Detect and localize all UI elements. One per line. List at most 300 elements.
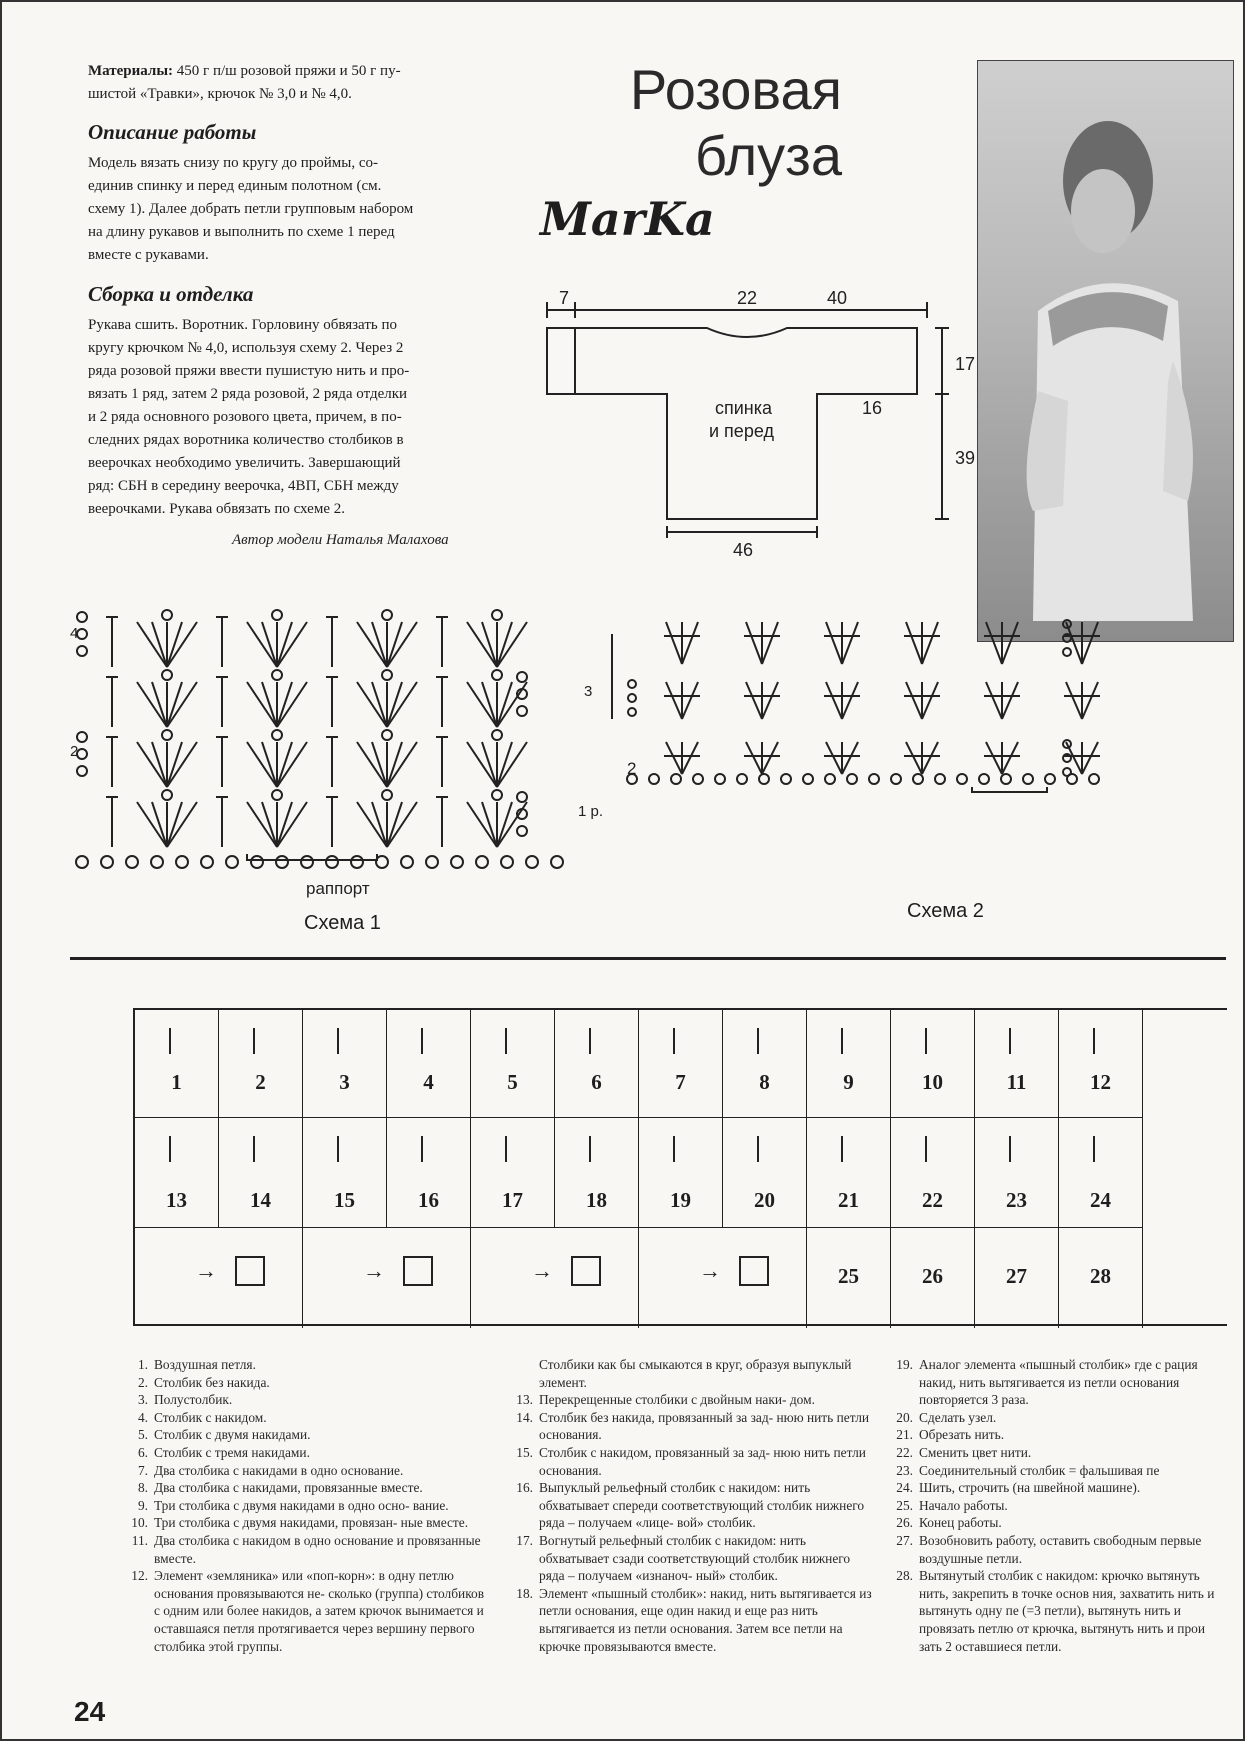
chain-stitch	[162, 730, 172, 740]
stitch-symbol-icon	[1009, 1136, 1027, 1162]
v-stitch	[1066, 682, 1082, 719]
symbol-number: 1	[171, 1070, 182, 1094]
chain-stitch	[382, 610, 392, 620]
legend-item-text: Соединительный столбик = фальшивая пе	[919, 1462, 1160, 1478]
chain-stitch	[492, 730, 502, 740]
symbol-number: 4	[423, 1070, 434, 1094]
fan-stitch	[277, 802, 307, 847]
legend-item	[887, 1567, 1222, 1655]
v-stitch	[842, 742, 858, 774]
fan-stitch	[372, 802, 387, 847]
legend-item	[887, 1514, 1222, 1532]
v-stitch	[842, 682, 858, 719]
chain-stitch	[693, 774, 703, 784]
stitch-symbol-icon	[757, 1136, 775, 1162]
v-stitch	[1082, 682, 1098, 719]
symbol-number: 21	[838, 1188, 859, 1212]
stitch-symbol-icon	[1093, 1028, 1111, 1054]
fan-stitch	[137, 742, 167, 787]
v-stitch	[682, 682, 698, 719]
materials-label: Материалы:	[88, 63, 174, 79]
scheme1-row-label: 2	[70, 743, 79, 760]
assembly-line: веерочках необходимо увеличить. Завершающий	[88, 455, 401, 471]
symbol-cell	[387, 1118, 471, 1228]
chain-stitch	[1045, 774, 1055, 784]
legend-item-text: Вогнутый рельефный столбик с накидом: нить обхватывает сзади соответствующий столбик нижнего ряда – получаем «изнаноч- ный» столбик.	[539, 1532, 851, 1584]
stitch-symbol-icon	[505, 1136, 523, 1162]
fan-stitch	[372, 622, 387, 667]
assembly-heading: Сборка и отделка	[88, 282, 254, 306]
legend-item	[122, 1497, 492, 1515]
v-stitch	[826, 742, 842, 774]
fan-stitch	[262, 682, 277, 727]
symbol-number: 16	[418, 1188, 439, 1212]
fan-stitch	[167, 742, 182, 787]
turning-chain	[517, 792, 527, 802]
legend-item-text: Столбик с тремя накидами.	[154, 1444, 310, 1460]
legend-item-number: 4.	[137, 1409, 148, 1425]
v-stitch	[762, 622, 778, 664]
chain-stitch	[935, 774, 945, 784]
turning-chain	[77, 646, 87, 656]
symbol-table	[133, 1008, 1227, 1326]
chain-stitch	[781, 774, 791, 784]
fan-stitch	[387, 622, 417, 667]
fan-stitch	[247, 742, 277, 787]
symbol-cell	[807, 1228, 891, 1328]
legend-item-text: Элемент «пышный столбик»: накид, нить вытягивается из петли основания, еще один накид и еще раз нить вытягивается из петли основания. Затем все петли на крючке провязываются вместе.	[539, 1585, 872, 1654]
v-stitch	[922, 742, 938, 774]
fan-stitch	[482, 802, 497, 847]
assembly-line: следних рядах воротника количество столбиков в	[88, 432, 404, 448]
chain-stitch	[979, 774, 989, 784]
v-stitch	[666, 622, 682, 664]
symbol-cell	[1059, 1228, 1143, 1328]
fan-stitch	[247, 682, 277, 727]
legend-item-number: 26.	[896, 1515, 913, 1531]
fan-stitch	[167, 682, 182, 727]
symbol-number: 17	[502, 1188, 523, 1212]
fan-stitch	[497, 622, 512, 667]
chain-stitch	[226, 856, 238, 868]
legend-item-text: Перекрещенные столбики с двойным наки- дом.	[539, 1392, 815, 1408]
scheme-2-chart	[622, 674, 1227, 894]
legend-item-number: 10.	[131, 1515, 148, 1531]
legend-item-text: Два столбика с накидами в одно основание.	[154, 1462, 404, 1478]
chain-stitch	[272, 670, 282, 680]
symbol-cell	[975, 1228, 1059, 1328]
chain-stitch	[1023, 774, 1033, 784]
chain-stitch	[492, 610, 502, 620]
symbol-number: 22	[922, 1188, 943, 1212]
stitch-symbol-icon	[337, 1028, 355, 1054]
stitch-symbol-icon	[841, 1028, 859, 1054]
symbol-number: 25	[838, 1264, 859, 1288]
legend-item-number: 14.	[516, 1409, 533, 1425]
conversion-example-cell	[471, 1228, 639, 1328]
legend-item-text: Столбик с двумя накидами.	[154, 1427, 311, 1443]
legend-item-text: Столбик с накидом.	[154, 1409, 267, 1425]
legend-item-text: Конец работы.	[919, 1515, 1002, 1531]
fan-stitch	[497, 742, 512, 787]
legend-item	[887, 1462, 1222, 1480]
scheme-1-caption: Схема 1	[304, 912, 381, 934]
legend-item-number: 16.	[516, 1480, 533, 1496]
symbol-cell	[219, 1118, 303, 1228]
legend-item	[887, 1497, 1222, 1515]
legend-item-text: Выпуклый рельефный столбик с накидом: нить обхватывает спереди соответствующий столбик нижнего ряда – получаем «лице- вой» столбик.	[539, 1480, 865, 1531]
chain-stitch	[276, 856, 288, 868]
fan-stitch	[357, 622, 387, 667]
chain-stitch	[476, 856, 488, 868]
legend-item-number: 18.	[516, 1585, 533, 1601]
legend-item-number: 13.	[516, 1392, 533, 1408]
legend-item	[122, 1567, 492, 1655]
legend-item	[122, 1409, 492, 1427]
fan-stitch	[277, 682, 307, 727]
turning-chain	[77, 612, 87, 622]
stitch-symbol-icon	[421, 1136, 439, 1162]
chain-stitch	[426, 856, 438, 868]
fan-stitch	[152, 802, 167, 847]
arrow-right-icon: →	[195, 1258, 217, 1283]
legend-item-text: Два столбика с накидом в одно основание и провязанные вместе.	[154, 1532, 481, 1566]
fan-stitch	[152, 682, 167, 727]
symbol-cell	[975, 1010, 1059, 1118]
fan-stitch	[137, 682, 167, 727]
chain-stitch	[1089, 774, 1099, 784]
legend-item-number: 9.	[137, 1497, 148, 1513]
conversion-example-cell	[303, 1228, 471, 1328]
legend-item-number: 15.	[516, 1444, 533, 1460]
label-back-front-1: спинка	[715, 398, 773, 418]
arrow-right-icon: →	[699, 1258, 721, 1283]
stitch-symbol-icon	[253, 1028, 271, 1054]
turning-chain	[77, 766, 87, 776]
legend-item	[507, 1585, 872, 1655]
legend-item	[122, 1356, 492, 1374]
v-stitch	[826, 622, 842, 664]
legend-item-number: 3.	[137, 1392, 148, 1408]
v-stitch	[1082, 742, 1098, 774]
chain-stitch	[272, 790, 282, 800]
symbol-number: 2	[255, 1070, 266, 1094]
fan-stitch	[167, 622, 197, 667]
conversion-example-cell	[639, 1228, 807, 1328]
fan-stitch	[467, 802, 497, 847]
legend-item	[122, 1514, 492, 1532]
legend-item-number: 12.	[131, 1568, 148, 1584]
legend-item	[507, 1444, 872, 1479]
stitch-symbol-icon	[757, 1028, 775, 1054]
legend-item-number: 22.	[896, 1444, 913, 1460]
assembly-line: и 2 ряда основного розового цвета, причем, в по-	[88, 409, 402, 425]
dim-bottom: 46	[733, 540, 754, 560]
symbol-number: 28	[1090, 1264, 1111, 1288]
description-line: схему 1). Далее добрать петли групповым набором	[88, 201, 414, 217]
stitch-symbol-icon	[925, 1136, 943, 1162]
symbol-cell	[807, 1118, 891, 1228]
arrow-right-icon: →	[363, 1258, 385, 1283]
chain-stitch	[162, 670, 172, 680]
symbol-cell	[723, 1010, 807, 1118]
legend-item-text: Столбик без накида.	[154, 1374, 270, 1390]
description-line: на длину рукавов и выполнить по схеме 1 перед	[88, 224, 395, 240]
v-stitch	[746, 682, 762, 719]
fan-stitch	[357, 682, 387, 727]
symbol-cell	[555, 1010, 639, 1118]
symbol-number: 10	[922, 1070, 943, 1094]
symbol-cell	[135, 1118, 219, 1228]
chain-stitch	[649, 774, 659, 784]
stitch-symbol-icon	[925, 1028, 943, 1054]
assembly-line: веерочками. Рукава обвязать по схеме 2.	[88, 501, 345, 517]
legend-item-number: 8.	[137, 1480, 148, 1496]
turning-chain	[628, 694, 636, 702]
v-stitch	[842, 622, 858, 664]
legend-item	[122, 1444, 492, 1462]
turning-chain	[517, 672, 527, 682]
legend-item-text: Вытянутый столбик с накидом: крючко вытянуть нить, закрепить в точке основ ния, захватить нить и вытянуть одну пе (=3 петли), вытянуть нить и провязать петлю от крючка, вытянуть нить и прои зать 2 оставшиеся петли.	[919, 1568, 1215, 1654]
stitch-symbol-icon	[421, 1028, 439, 1054]
fan-stitch	[262, 742, 277, 787]
symbol-cell	[303, 1118, 387, 1228]
legend-item-text: Столбик с накидом, провязанный за зад- нюю нить петли основания.	[539, 1444, 866, 1478]
chain-stitch	[272, 610, 282, 620]
chain-stitch	[715, 774, 725, 784]
fan-stitch	[277, 742, 307, 787]
legend-item-text: Два столбика с накидами, провязанные вместе.	[154, 1480, 423, 1496]
v-stitch	[746, 742, 762, 774]
model-photo	[977, 60, 1234, 642]
fan-stitch	[467, 622, 497, 667]
fan-stitch	[387, 802, 417, 847]
symbol-number: 14	[250, 1188, 271, 1212]
scheme2-row-label: 2	[627, 759, 637, 778]
fan-stitch	[387, 742, 417, 787]
fan-stitch	[467, 742, 497, 787]
symbol-number: 19	[670, 1188, 691, 1212]
dim-right-top: 17	[955, 354, 976, 374]
grid-square-icon	[403, 1256, 433, 1286]
chain-stitch	[272, 730, 282, 740]
stitch-symbol-icon	[841, 1136, 859, 1162]
legend-item-text: Возобновить работу, оставить свободным первые воздушные петли.	[919, 1532, 1202, 1566]
legend-item	[507, 1532, 872, 1585]
garment-schematic	[537, 284, 977, 574]
fan-stitch	[152, 622, 167, 667]
legend-item-number: 1.	[137, 1357, 148, 1372]
legend-item-text: Начало работы.	[919, 1497, 1008, 1513]
rapport-label: раппорт	[306, 879, 370, 898]
title-line-1: Розовая	[629, 58, 842, 121]
chain-stitch	[101, 856, 113, 868]
v-stitch	[922, 622, 938, 664]
fan-stitch	[167, 622, 182, 667]
legend-item-text: Столбики как бы смыкаются в круг, образуя выпуклый элемент.	[539, 1357, 852, 1390]
symbol-cell	[387, 1010, 471, 1118]
author-credit: Автор модели Наталья Малахова	[232, 532, 449, 548]
chain-stitch	[301, 856, 313, 868]
fan-stitch	[497, 622, 527, 667]
v-stitch	[666, 742, 682, 774]
symbol-number: 8	[759, 1070, 770, 1094]
symbol-cell	[639, 1010, 723, 1118]
chain-stitch	[759, 774, 769, 784]
grid-square-icon	[571, 1256, 601, 1286]
fan-stitch	[277, 622, 307, 667]
chain-stitch	[891, 774, 901, 784]
assembly-line: вязать 1 ряд, затем 2 ряда розовой, 2 ряда отделки	[88, 386, 408, 402]
scheme1-row-label: 3	[584, 683, 593, 700]
chain-stitch	[869, 774, 879, 784]
rapport-bracket	[972, 787, 1047, 792]
assembly-line: ряда розовой пряжи ввести пушистую нить и про-	[88, 363, 410, 379]
chain-stitch	[737, 774, 747, 784]
legend-item-text: Столбик без накида, провязанный за зад- нюю нить петли основания.	[539, 1409, 870, 1443]
watermark-logo: MarKa	[540, 192, 715, 246]
title-line-2: блуза	[694, 124, 842, 187]
symbol-cell	[891, 1228, 975, 1328]
legend-item-number: 27.	[896, 1532, 913, 1548]
v-stitch	[762, 742, 778, 774]
fan-stitch	[137, 802, 167, 847]
scheme-1-chart	[70, 592, 604, 898]
chain-stitch	[492, 790, 502, 800]
page-number: 24	[74, 1696, 106, 1727]
symbol-cell	[807, 1010, 891, 1118]
fan-stitch	[167, 802, 182, 847]
section-divider	[70, 957, 1226, 960]
fan-stitch	[387, 742, 402, 787]
legend-column-2	[507, 1356, 872, 1655]
legend-item-text: Аналог элемента «пышный столбик» где с рация накид, нить вытягивается из петли основания повторяется 3 раза.	[919, 1357, 1198, 1408]
scheme-2-caption: Схема 2	[907, 900, 984, 922]
chain-stitch	[1001, 774, 1011, 784]
legend-item-number: 23.	[896, 1462, 913, 1478]
model-photo-figure	[978, 61, 1233, 641]
legend-item	[507, 1391, 872, 1409]
symbol-cell	[471, 1118, 555, 1228]
turning-chain	[517, 706, 527, 716]
legend-item-number: 28.	[896, 1568, 913, 1584]
legend-item-number: 17.	[516, 1532, 533, 1548]
legend-item	[887, 1532, 1222, 1567]
chain-stitch	[913, 774, 923, 784]
legend-item	[507, 1409, 872, 1444]
legend-item	[887, 1479, 1222, 1497]
symbol-number: 6	[591, 1070, 602, 1094]
fan-stitch	[387, 682, 417, 727]
v-stitch	[682, 622, 698, 664]
legend-item-number: 20.	[896, 1409, 913, 1425]
legend-item-number: 7.	[137, 1462, 148, 1478]
stitch-symbol-icon	[589, 1028, 607, 1054]
dim-top-right: 40	[827, 288, 848, 308]
fan-stitch	[152, 742, 167, 787]
turning-chain	[1063, 648, 1071, 656]
scheme1-row-label: 4	[70, 625, 79, 642]
legend-item	[887, 1444, 1222, 1462]
fan-stitch	[247, 802, 277, 847]
fan-stitch	[137, 622, 167, 667]
grid-square-icon	[235, 1256, 265, 1286]
fan-stitch	[167, 742, 197, 787]
stitch-symbol-icon	[1009, 1028, 1027, 1054]
fan-stitch	[497, 742, 527, 787]
symbol-cell	[891, 1010, 975, 1118]
symbol-cell	[639, 1118, 723, 1228]
v-stitch	[762, 682, 778, 719]
assembly-line: Рукава сшить. Воротник. Горловину обвязать по	[88, 317, 398, 333]
symbol-cell	[303, 1010, 387, 1118]
v-stitch	[666, 682, 682, 719]
fan-stitch	[387, 682, 402, 727]
turning-chain	[77, 749, 87, 759]
fan-stitch	[497, 802, 512, 847]
symbol-number: 23	[1006, 1188, 1027, 1212]
dim-sleeve: 16	[862, 398, 883, 418]
v-stitch	[922, 682, 938, 719]
symbol-number: 7	[675, 1070, 686, 1094]
chain-stitch	[803, 774, 813, 784]
chain-stitch	[351, 856, 363, 868]
turning-chain	[628, 708, 636, 716]
chain-stitch	[847, 774, 857, 784]
legend-item-number: 21.	[896, 1427, 913, 1443]
fan-stitch	[247, 622, 277, 667]
chain-stitch	[526, 856, 538, 868]
symbol-number: 5	[507, 1070, 518, 1094]
symbol-number: 15	[334, 1188, 355, 1212]
v-stitch	[906, 682, 922, 719]
stitch-symbol-icon	[169, 1136, 187, 1162]
legend-item-text: Сменить цвет нити.	[919, 1444, 1032, 1460]
fan-stitch	[277, 802, 292, 847]
symbol-cell	[891, 1118, 975, 1228]
symbol-number: 20	[754, 1188, 775, 1212]
stitch-symbol-icon	[589, 1136, 607, 1162]
stitch-symbol-icon	[169, 1028, 187, 1054]
description-text	[88, 152, 518, 267]
v-stitch	[986, 682, 1002, 719]
stitch-symbol-icon	[505, 1028, 523, 1054]
fan-stitch	[277, 622, 292, 667]
legend-item-number: 6.	[137, 1444, 148, 1460]
fan-stitch	[262, 622, 277, 667]
legend-column-1	[122, 1356, 492, 1655]
chain-stitch	[76, 856, 88, 868]
legend-item-text: Шить, строчить (на швейной машине).	[919, 1480, 1141, 1496]
fan-stitch	[357, 742, 387, 787]
fan-stitch	[167, 802, 197, 847]
turning-chain	[77, 732, 87, 742]
label-back-front-2: и перед	[709, 421, 774, 441]
article-title	[522, 57, 842, 189]
assembly-line: ряд: СБН в середину веерочка, 4ВП, СБН между	[88, 478, 399, 494]
symbol-cell	[1059, 1010, 1143, 1118]
v-stitch	[1002, 682, 1018, 719]
v-stitch	[986, 742, 1002, 774]
legend-item-text: Обрезать нить.	[919, 1427, 1005, 1443]
assembly-text	[88, 314, 518, 521]
scheme1-row-label: 1 р.	[578, 803, 604, 820]
legend-item	[122, 1532, 492, 1567]
stitch-symbol-icon	[1093, 1136, 1111, 1162]
legend-column-3	[887, 1356, 1222, 1655]
assembly-line: кругу крючком № 4,0, используя схему 2. Через 2	[88, 340, 404, 356]
legend-item	[122, 1462, 492, 1480]
